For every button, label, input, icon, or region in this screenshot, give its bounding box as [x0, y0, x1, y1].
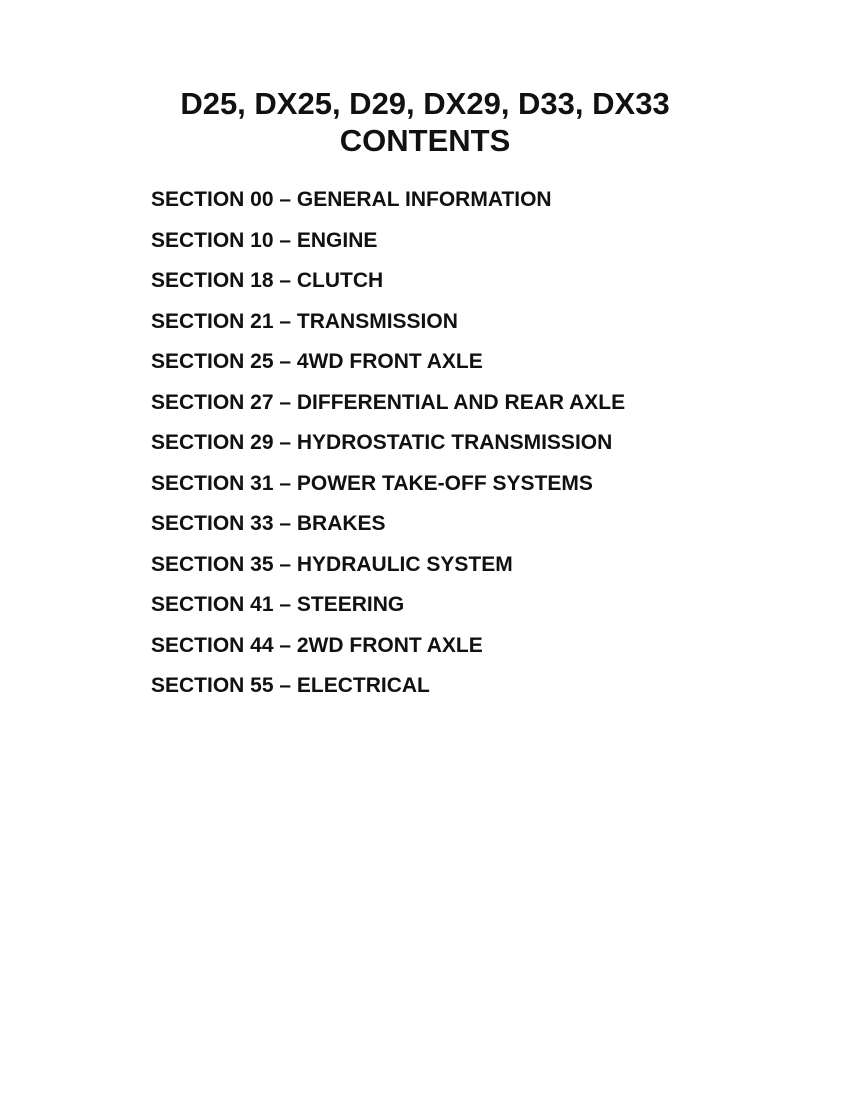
toc-entry-section-27: SECTION 27 – DIFFERENTIAL AND REAR AXLE — [151, 390, 626, 414]
table-of-contents — [151, 184, 771, 711]
toc-entry-section-33: SECTION 33 – BRAKES — [151, 512, 386, 535]
toc-entry-section-35: SECTION 35 – HYDRAULIC SYSTEM — [151, 552, 513, 576]
toc-entry-section-55: SECTION 55 – ELECTRICAL — [151, 674, 430, 697]
toc-entry-section-00: SECTION 00 – GENERAL INFORMATION — [151, 188, 552, 211]
toc-entry-section-41: SECTION 41 – STEERING — [151, 593, 405, 616]
toc-entry-section-18: SECTION 18 – CLUTCH — [151, 269, 384, 292]
contents-heading: CONTENTS — [339, 123, 511, 158]
toc-entry-section-31: SECTION 31 – POWER TAKE-OFF SYSTEMS — [151, 471, 593, 495]
toc-entry-section-29: SECTION 29 – HYDROSTATIC TRANSMISSION — [151, 431, 613, 454]
document-title: D25, DX25, D29, DX29, D33, DX33 — [180, 86, 670, 121]
toc-entry-section-10: SECTION 10 – ENGINE — [151, 228, 378, 252]
toc-entry-section-25: SECTION 25 – 4WD FRONT AXLE — [151, 350, 483, 373]
toc-entry-section-21: SECTION 21 – TRANSMISSION — [151, 309, 458, 333]
toc-entry-section-44: SECTION 44 – 2WD FRONT AXLE — [151, 633, 483, 657]
